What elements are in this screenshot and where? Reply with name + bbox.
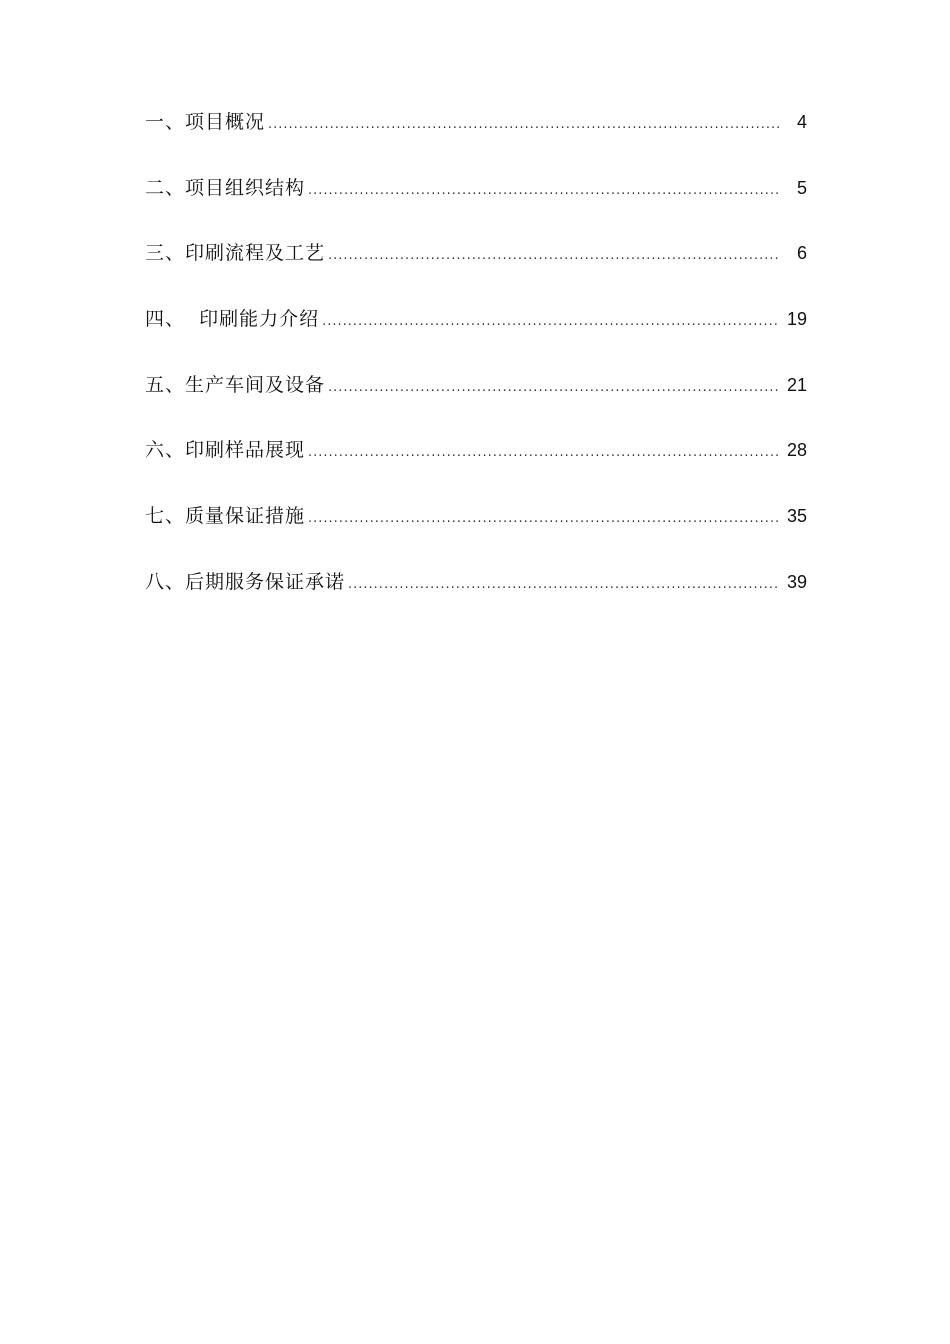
toc-dot-leader	[328, 369, 780, 407]
toc-entry-organization-structure[interactable]	[145, 169, 807, 235]
toc-dot-leader	[348, 566, 780, 604]
toc-entry-workshop-equipment[interactable]	[145, 366, 807, 432]
toc-entry-printing-capability[interactable]	[145, 300, 807, 366]
toc-entry-page-number: 39	[786, 571, 807, 592]
toc-dot-leader	[308, 500, 780, 538]
toc-entry-printing-process[interactable]	[145, 234, 807, 300]
toc-entry-title: 八、后期服务保证承诺	[145, 570, 346, 593]
toc-entry-page-number: 4	[796, 112, 807, 132]
toc-dot-leader	[322, 303, 780, 341]
toc-entry-page-number: 5	[796, 177, 807, 198]
toc-entry-page-number: 6	[796, 243, 807, 264]
toc-dot-leader	[308, 172, 780, 210]
toc-dot-leader	[268, 106, 780, 144]
toc-entry-page-number: 28	[786, 440, 807, 461]
toc-dot-leader	[328, 237, 780, 275]
toc-entry-quality-assurance[interactable]	[145, 497, 807, 563]
toc-entry-after-sales-commitment[interactable]	[145, 563, 807, 629]
toc-entry-title: 五、生产车间及设备	[145, 373, 326, 396]
toc-dot-leader	[308, 434, 780, 472]
toc-entry-page-number: 19	[786, 309, 807, 330]
toc-entry-title: 三、印刷流程及工艺	[145, 242, 326, 265]
toc-entry-title: 二、项目组织结构	[145, 176, 306, 199]
toc-entry-page-number: 35	[786, 506, 807, 527]
toc-entry-title: 七、质量保证措施	[145, 505, 306, 528]
table-of-contents	[145, 103, 807, 629]
toc-entry-title: 一、项目概况	[145, 111, 266, 133]
toc-entry-title: 四、 印刷能力介绍	[145, 308, 320, 331]
toc-entry-page-number: 21	[786, 374, 807, 395]
toc-entry-print-samples[interactable]	[145, 431, 807, 497]
toc-entry-project-overview[interactable]	[145, 103, 807, 169]
toc-entry-title: 六、印刷样品展现	[145, 439, 306, 462]
